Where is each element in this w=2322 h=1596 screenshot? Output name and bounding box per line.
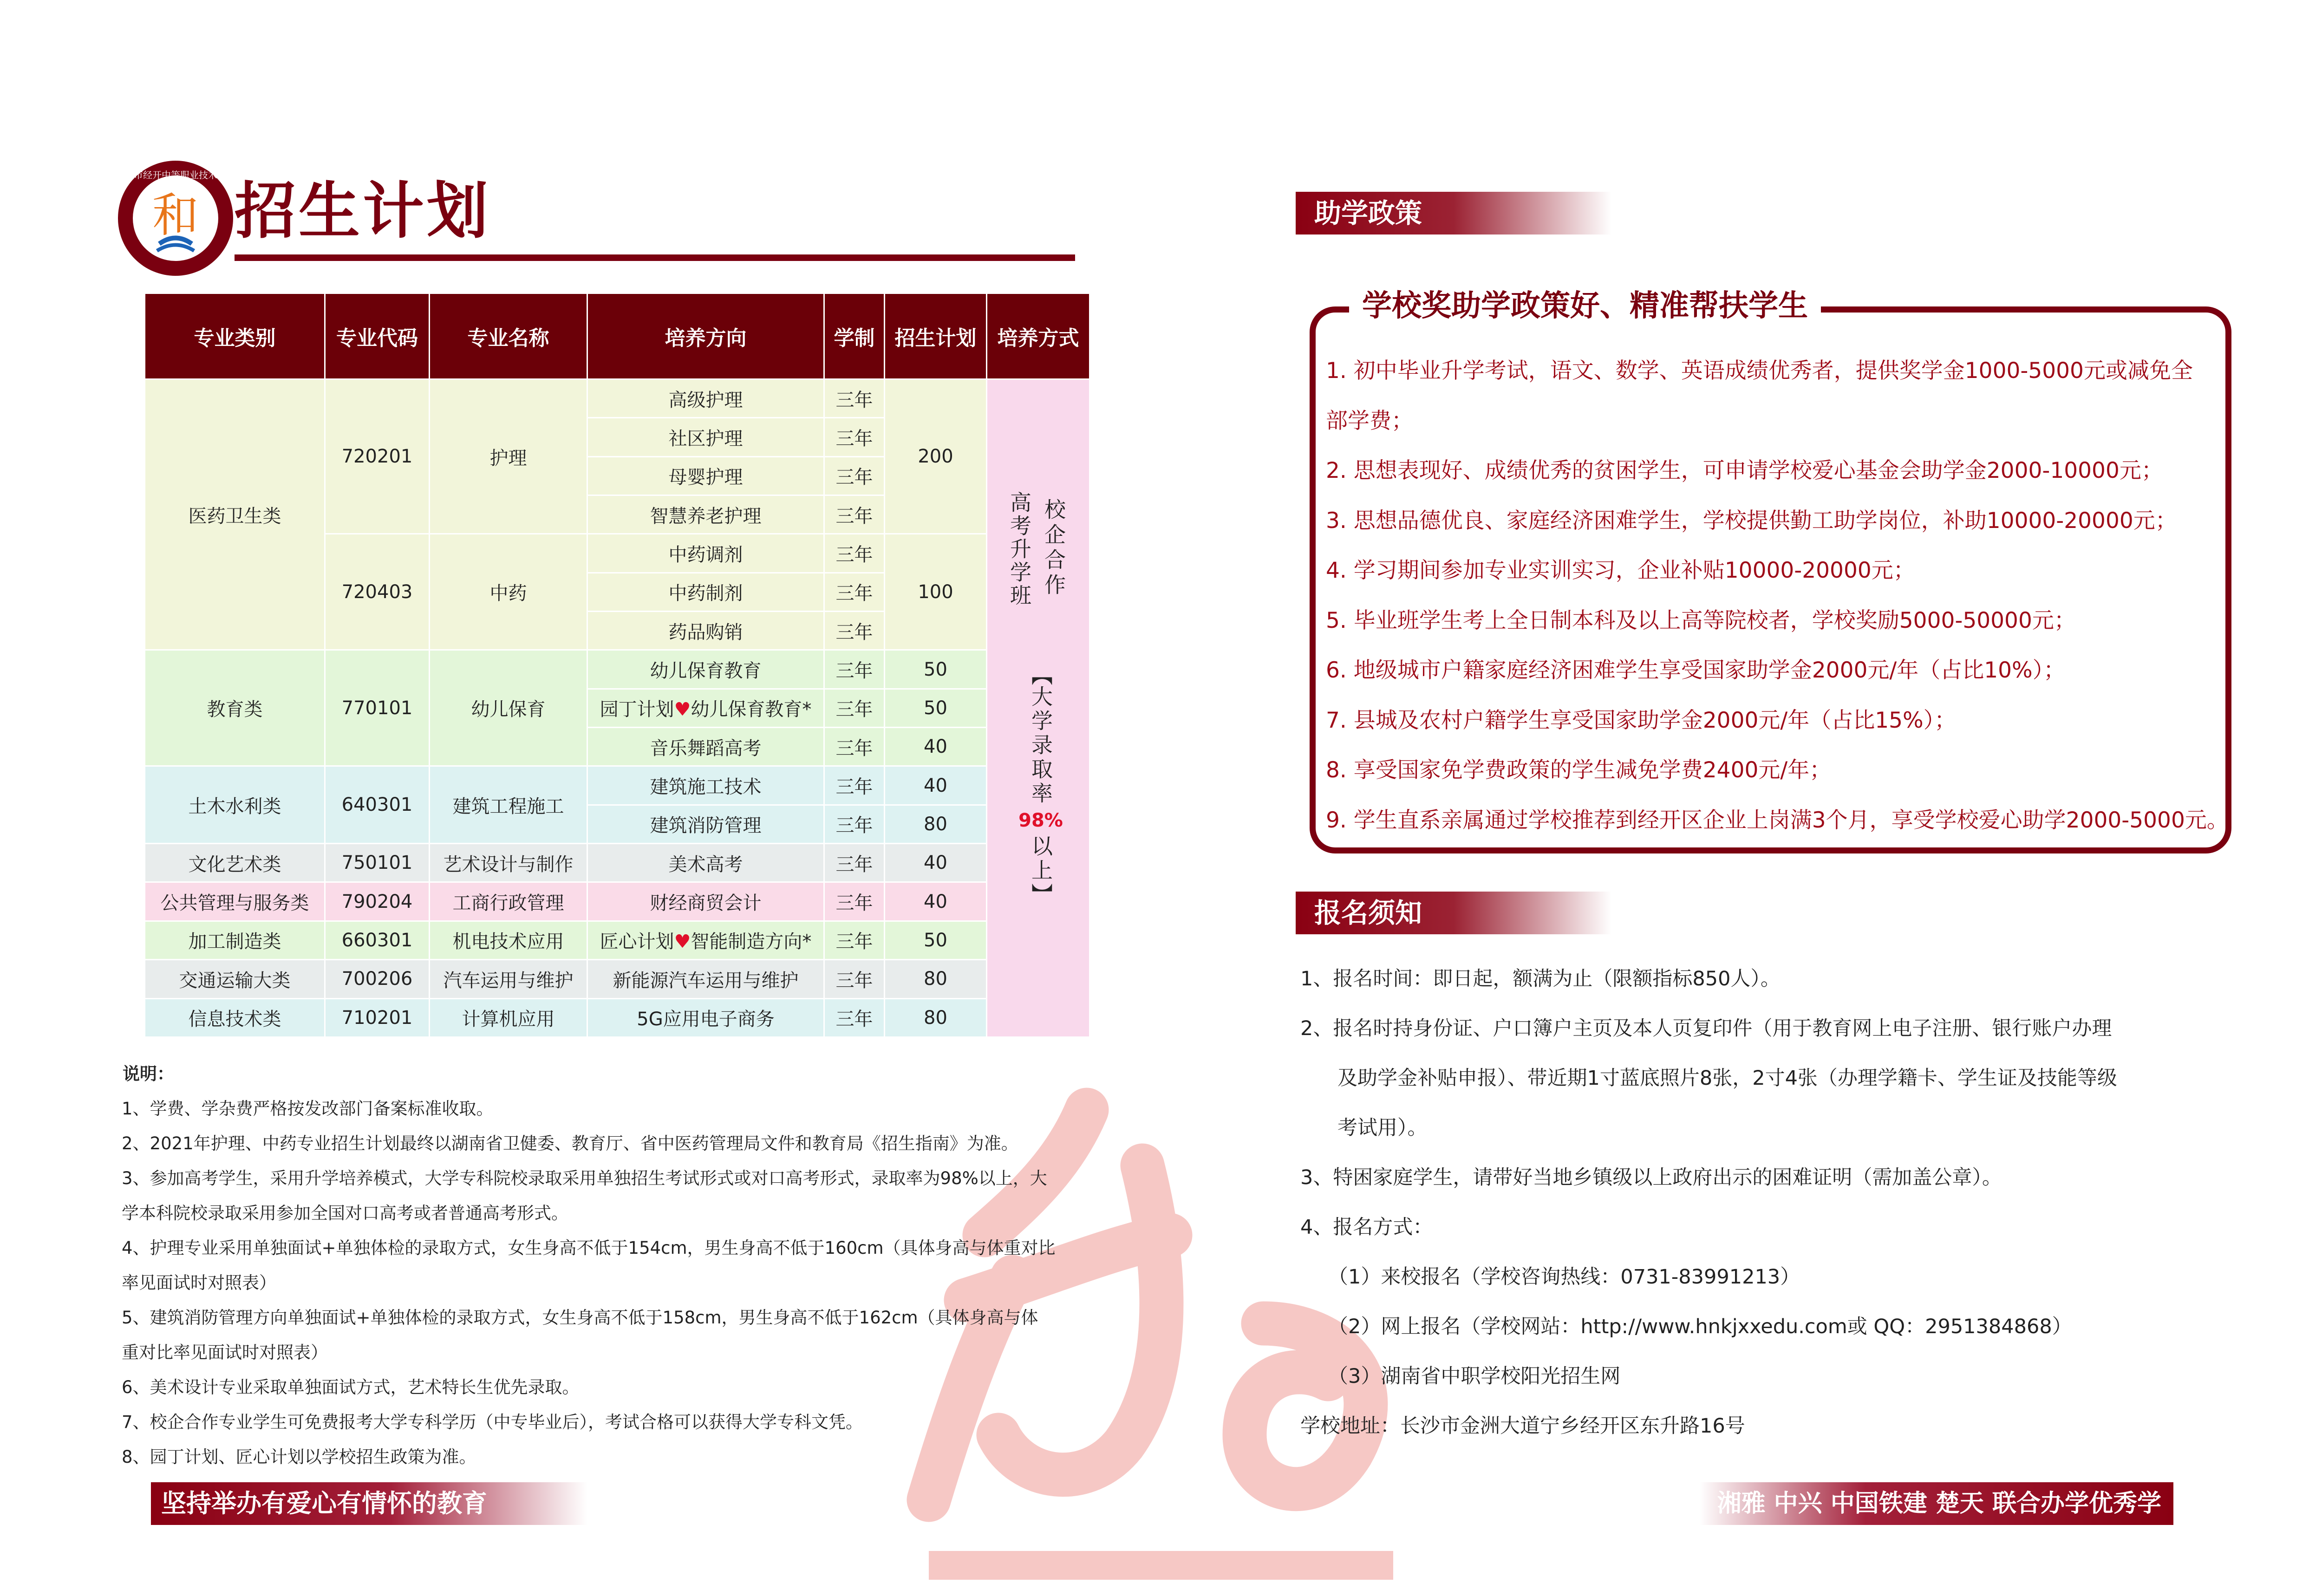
direction-cell: 音乐舞蹈高考 xyxy=(587,728,824,766)
plan-cell: 40 xyxy=(885,766,987,805)
note-item: 率见面试时对照表） xyxy=(122,1273,276,1293)
aid-policy-list xyxy=(1326,346,2227,845)
major-cell: 护理 xyxy=(430,379,587,534)
direction-cell xyxy=(587,689,824,727)
category-cell: 加工制造类 xyxy=(145,921,325,959)
duration-cell: 三年 xyxy=(824,495,885,534)
col-duration: 学制 xyxy=(824,293,885,379)
rate-prefix: 大学录取率 xyxy=(1028,685,1053,806)
aid-policy-banner: 助学政策 xyxy=(1296,192,1611,235)
major-cell: 工商行政管理 xyxy=(430,882,587,921)
code-cell: 790204 xyxy=(325,882,430,921)
note-item: 1、学费、学杂费严格按发改部门备案标准收取。 xyxy=(122,1099,494,1119)
page-title: 招生计划 xyxy=(235,176,491,247)
list-item: 5. 毕业班学生考上全日制本科及以上高等院校者，学校奖励5000-50000元； xyxy=(1326,607,2076,633)
school-logo xyxy=(115,158,236,279)
reg-way: （3）湖南省中职学校阳光招生网 xyxy=(1328,1365,1621,1388)
duration-cell: 三年 xyxy=(824,456,885,495)
table-row xyxy=(145,379,1090,418)
logo-ring-text: 长沙市经开中等职业技术学校 xyxy=(115,169,236,181)
heart-icon: ♥ xyxy=(674,699,691,721)
direction-cell: 建筑施工技术 xyxy=(587,766,824,805)
list-item: 1. 初中毕业升学考试，语文、数学、英语成绩优秀者，提供奖学金1000-5000元或减免全 xyxy=(1326,358,2193,384)
direction-cell: 高级护理 xyxy=(587,379,824,418)
school-address: 学校地址：长沙市金洲大道宁乡经开区东升路16号 xyxy=(1300,1414,1745,1438)
direction-cell: 建筑消防管理 xyxy=(587,805,824,843)
bracket-close: 】 xyxy=(1028,883,1053,905)
direction-cell: 新能源汽车运用与维护 xyxy=(587,960,824,998)
enrollment-plan-table xyxy=(144,293,1090,1038)
plan-cell: 100 xyxy=(885,534,987,650)
table-row xyxy=(145,844,1090,882)
mode-text-gaokao xyxy=(1005,491,1034,607)
plan-cell: 80 xyxy=(885,960,987,998)
plan-cell: 40 xyxy=(885,844,987,882)
garden-plan-prefix: 园丁计划 xyxy=(600,699,674,721)
col-mode: 培养方式 xyxy=(987,293,1090,379)
category-cell: 文化艺术类 xyxy=(145,844,325,882)
notes-title: 说明： xyxy=(123,1064,174,1084)
direction-cell: 5G应用电子商务 xyxy=(587,998,824,1037)
duration-cell: 三年 xyxy=(824,650,885,689)
list-item: 9. 学生直系亲属通过学校推荐到经开区企业上岗满3个月，享受学校爱心助学2000-5000元。 xyxy=(1326,807,2229,833)
table-row xyxy=(145,766,1090,805)
note-item: 6、美术设计专业采取单独面试方式，艺术特长生优先录取。 xyxy=(122,1377,580,1397)
major-cell: 幼儿保育 xyxy=(430,650,587,766)
major-cell: 艺术设计与制作 xyxy=(430,844,587,882)
code-cell: 660301 xyxy=(325,921,430,959)
heart-icon: ♥ xyxy=(674,931,691,953)
category-cell: 公共管理与服务类 xyxy=(145,882,325,921)
duration-cell: 三年 xyxy=(824,960,885,998)
craftsman-plan-prefix: 匠心计划 xyxy=(600,931,674,953)
major-cell: 建筑工程施工 xyxy=(430,766,587,844)
list-item: 4. 学习期间参加专业实训实习，企业补贴10000-20000元； xyxy=(1326,558,1915,583)
mode-text-rate xyxy=(1020,664,1062,905)
title-divider xyxy=(235,254,1075,261)
mode-coop-label: 校企合作 xyxy=(1041,498,1066,599)
mode-text-coop xyxy=(1039,498,1068,599)
registration-banner: 报名须知 xyxy=(1296,892,1611,934)
reg-item: 考试用）。 xyxy=(1337,1116,1428,1140)
note-item: 8、园丁计划、匠心计划以学校招生政策为准。 xyxy=(122,1447,476,1467)
duration-cell: 三年 xyxy=(824,766,885,805)
category-cell: 教育类 xyxy=(145,650,325,766)
duration-cell: 三年 xyxy=(824,612,885,650)
col-major: 专业名称 xyxy=(430,293,587,379)
direction-cell: 美术高考 xyxy=(587,844,824,882)
plan-cell: 200 xyxy=(885,379,987,534)
direction-cell: 智慧养老护理 xyxy=(587,495,824,534)
mode-gaokao-label: 高考升学班 xyxy=(1007,491,1032,607)
bracket-open: 【 xyxy=(1028,664,1053,685)
duration-cell: 三年 xyxy=(824,882,885,921)
list-item: 2. 思想表现好、成绩优秀的贫困学生，可申请学校爱心基金会助学金2000-10000元； xyxy=(1326,458,2163,483)
reg-item: 1、报名时间：即日起，额满为止（限额指标850人）。 xyxy=(1300,967,1781,990)
code-cell: 710201 xyxy=(325,998,430,1037)
slogan-left: 坚持举办有爱心有情怀的教育 xyxy=(151,1482,587,1525)
list-item: 部学费； xyxy=(1326,408,1413,434)
duration-cell: 三年 xyxy=(824,844,885,882)
note-item: 7、校企合作专业学生可免费报考大学专科学历（中专毕业后），考试合格可以获得大学专科文凭。 xyxy=(122,1412,863,1432)
reg-item: 2、报名时持身份证、户口簿户主页及本人页复印件（用于教育网上电子注册、银行账户办理 xyxy=(1300,1017,2112,1040)
note-item: 2、2021年护理、中药专业招生计划最终以湖南省卫健委、教育厅、省中医药管理局文件和教育局《招生指南》为准。 xyxy=(122,1133,1018,1153)
category-cell: 信息技术类 xyxy=(145,998,325,1037)
table-row xyxy=(145,882,1090,921)
direction-cell xyxy=(587,921,824,959)
note-item: 重对比率见面试时对照表） xyxy=(122,1342,328,1362)
list-item: 7. 县城及农村户籍学生享受国家助学金2000元/年（占比15%）； xyxy=(1326,707,1957,733)
duration-cell: 三年 xyxy=(824,418,885,456)
plan-cell: 50 xyxy=(885,689,987,727)
direction-cell: 药品购销 xyxy=(587,612,824,650)
code-cell: 720403 xyxy=(325,534,430,650)
code-cell: 640301 xyxy=(325,766,430,844)
notes-section xyxy=(122,1056,1134,1474)
registration-list xyxy=(1300,954,2252,1451)
category-cell: 土木水利类 xyxy=(145,766,325,844)
direction-cell: 母婴护理 xyxy=(587,456,824,495)
duration-cell: 三年 xyxy=(824,573,885,611)
list-item: 3. 思想品德优良、家庭经济困难学生，学校提供勤工助学岗位，补助10000-20000元； xyxy=(1326,508,2177,534)
reg-way: （2）网上报名（学校网站：http://www.hnkjxxedu.com或 QQ：2951384868） xyxy=(1328,1315,2072,1338)
direction-cell: 财经商贸会计 xyxy=(587,882,824,921)
duration-cell: 三年 xyxy=(824,534,885,573)
major-cell: 机电技术应用 xyxy=(430,921,587,959)
category-cell: 交通运输大类 xyxy=(145,960,325,998)
plan-cell: 50 xyxy=(885,921,987,959)
rate-value: 98% xyxy=(1018,810,1063,831)
duration-cell: 三年 xyxy=(824,728,885,766)
col-code: 专业代码 xyxy=(325,293,430,379)
note-item: 3、参加高考学生，采用升学培养模式，大学专科院校录取采用单独招生考试形式或对口高考形式，录取率为98%以上，大 xyxy=(122,1168,1047,1188)
category-cell: 医药卫生类 xyxy=(145,379,325,650)
col-category: 专业类别 xyxy=(145,293,325,379)
duration-cell: 三年 xyxy=(824,921,885,959)
table-header-row xyxy=(145,293,1090,379)
direction-cell: 幼儿保育教育 xyxy=(587,650,824,689)
plan-cell: 50 xyxy=(885,650,987,689)
plan-cell: 40 xyxy=(885,728,987,766)
duration-cell: 三年 xyxy=(824,689,885,727)
note-item: 4、护理专业采用单独面试+单独体检的录取方式，女生身高不低于154cm，男生身高不低于160cm（具体身高与体重对比 xyxy=(122,1238,1056,1258)
slogan-right: 湘雅 中兴 中国铁建 楚天 联合办学优秀学校 xyxy=(1700,1482,2173,1525)
reg-item: 3、特困家庭学生，请带好当地乡镇级以上政府出示的困难证明（需加盖公章）。 xyxy=(1300,1166,2002,1189)
reg-way: （1）来校报名（学校咨询热线：0731-83991213） xyxy=(1328,1265,1800,1289)
plan-cell: 80 xyxy=(885,998,987,1037)
plan-cell: 40 xyxy=(885,882,987,921)
direction-text: 智能制造方向* xyxy=(691,931,812,953)
table-row xyxy=(145,998,1090,1037)
col-plan: 招生计划 xyxy=(885,293,987,379)
table-row xyxy=(145,650,1090,689)
duration-cell: 三年 xyxy=(824,379,885,418)
note-item: 5、建筑消防管理方向单独面试+单独体检的录取方式，女生身高不低于158cm，男生身高不低于162cm（具体身高与体 xyxy=(122,1308,1038,1328)
logo-char: 和 xyxy=(152,188,199,242)
code-cell: 770101 xyxy=(325,650,430,766)
direction-cell: 中药调剂 xyxy=(587,534,824,573)
table-row xyxy=(145,921,1090,959)
code-cell: 750101 xyxy=(325,844,430,882)
duration-cell: 三年 xyxy=(824,805,885,843)
table-row xyxy=(145,960,1090,998)
reg-item: 4、报名方式： xyxy=(1300,1216,1433,1239)
plan-cell: 80 xyxy=(885,805,987,843)
reg-item: 及助学金补贴申报）、带近期1寸蓝底照片8张，2寸4张（办理学籍卡、学生证及技能等级 xyxy=(1337,1067,2117,1090)
col-direction: 培养方向 xyxy=(587,293,824,379)
major-cell: 汽车运用与维护 xyxy=(430,960,587,998)
list-item: 8. 享受国家免学费政策的学生减免学费2400元/年； xyxy=(1326,757,1832,783)
list-item: 6. 地级城市户籍家庭经济困难学生享受国家助学金2000元/年（占比10%）； xyxy=(1326,658,2066,683)
direction-cell: 中药制剂 xyxy=(587,573,824,611)
code-cell: 700206 xyxy=(325,960,430,998)
major-cell: 计算机应用 xyxy=(430,998,587,1037)
aid-policy-box-title: 学校奖助学政策好、精准帮扶学生 xyxy=(1349,284,1821,328)
training-mode-cell xyxy=(987,379,1090,1037)
code-cell: 720201 xyxy=(325,379,430,534)
note-item: 学本科院校录取采用参加全国对口高考或者普通高考形式。 xyxy=(122,1203,568,1223)
duration-cell: 三年 xyxy=(824,998,885,1037)
direction-cell: 社区护理 xyxy=(587,418,824,456)
rate-suffix: 以上 xyxy=(1028,835,1053,883)
major-cell: 中药 xyxy=(430,534,587,650)
direction-text: 幼儿保育教育* xyxy=(691,699,812,721)
